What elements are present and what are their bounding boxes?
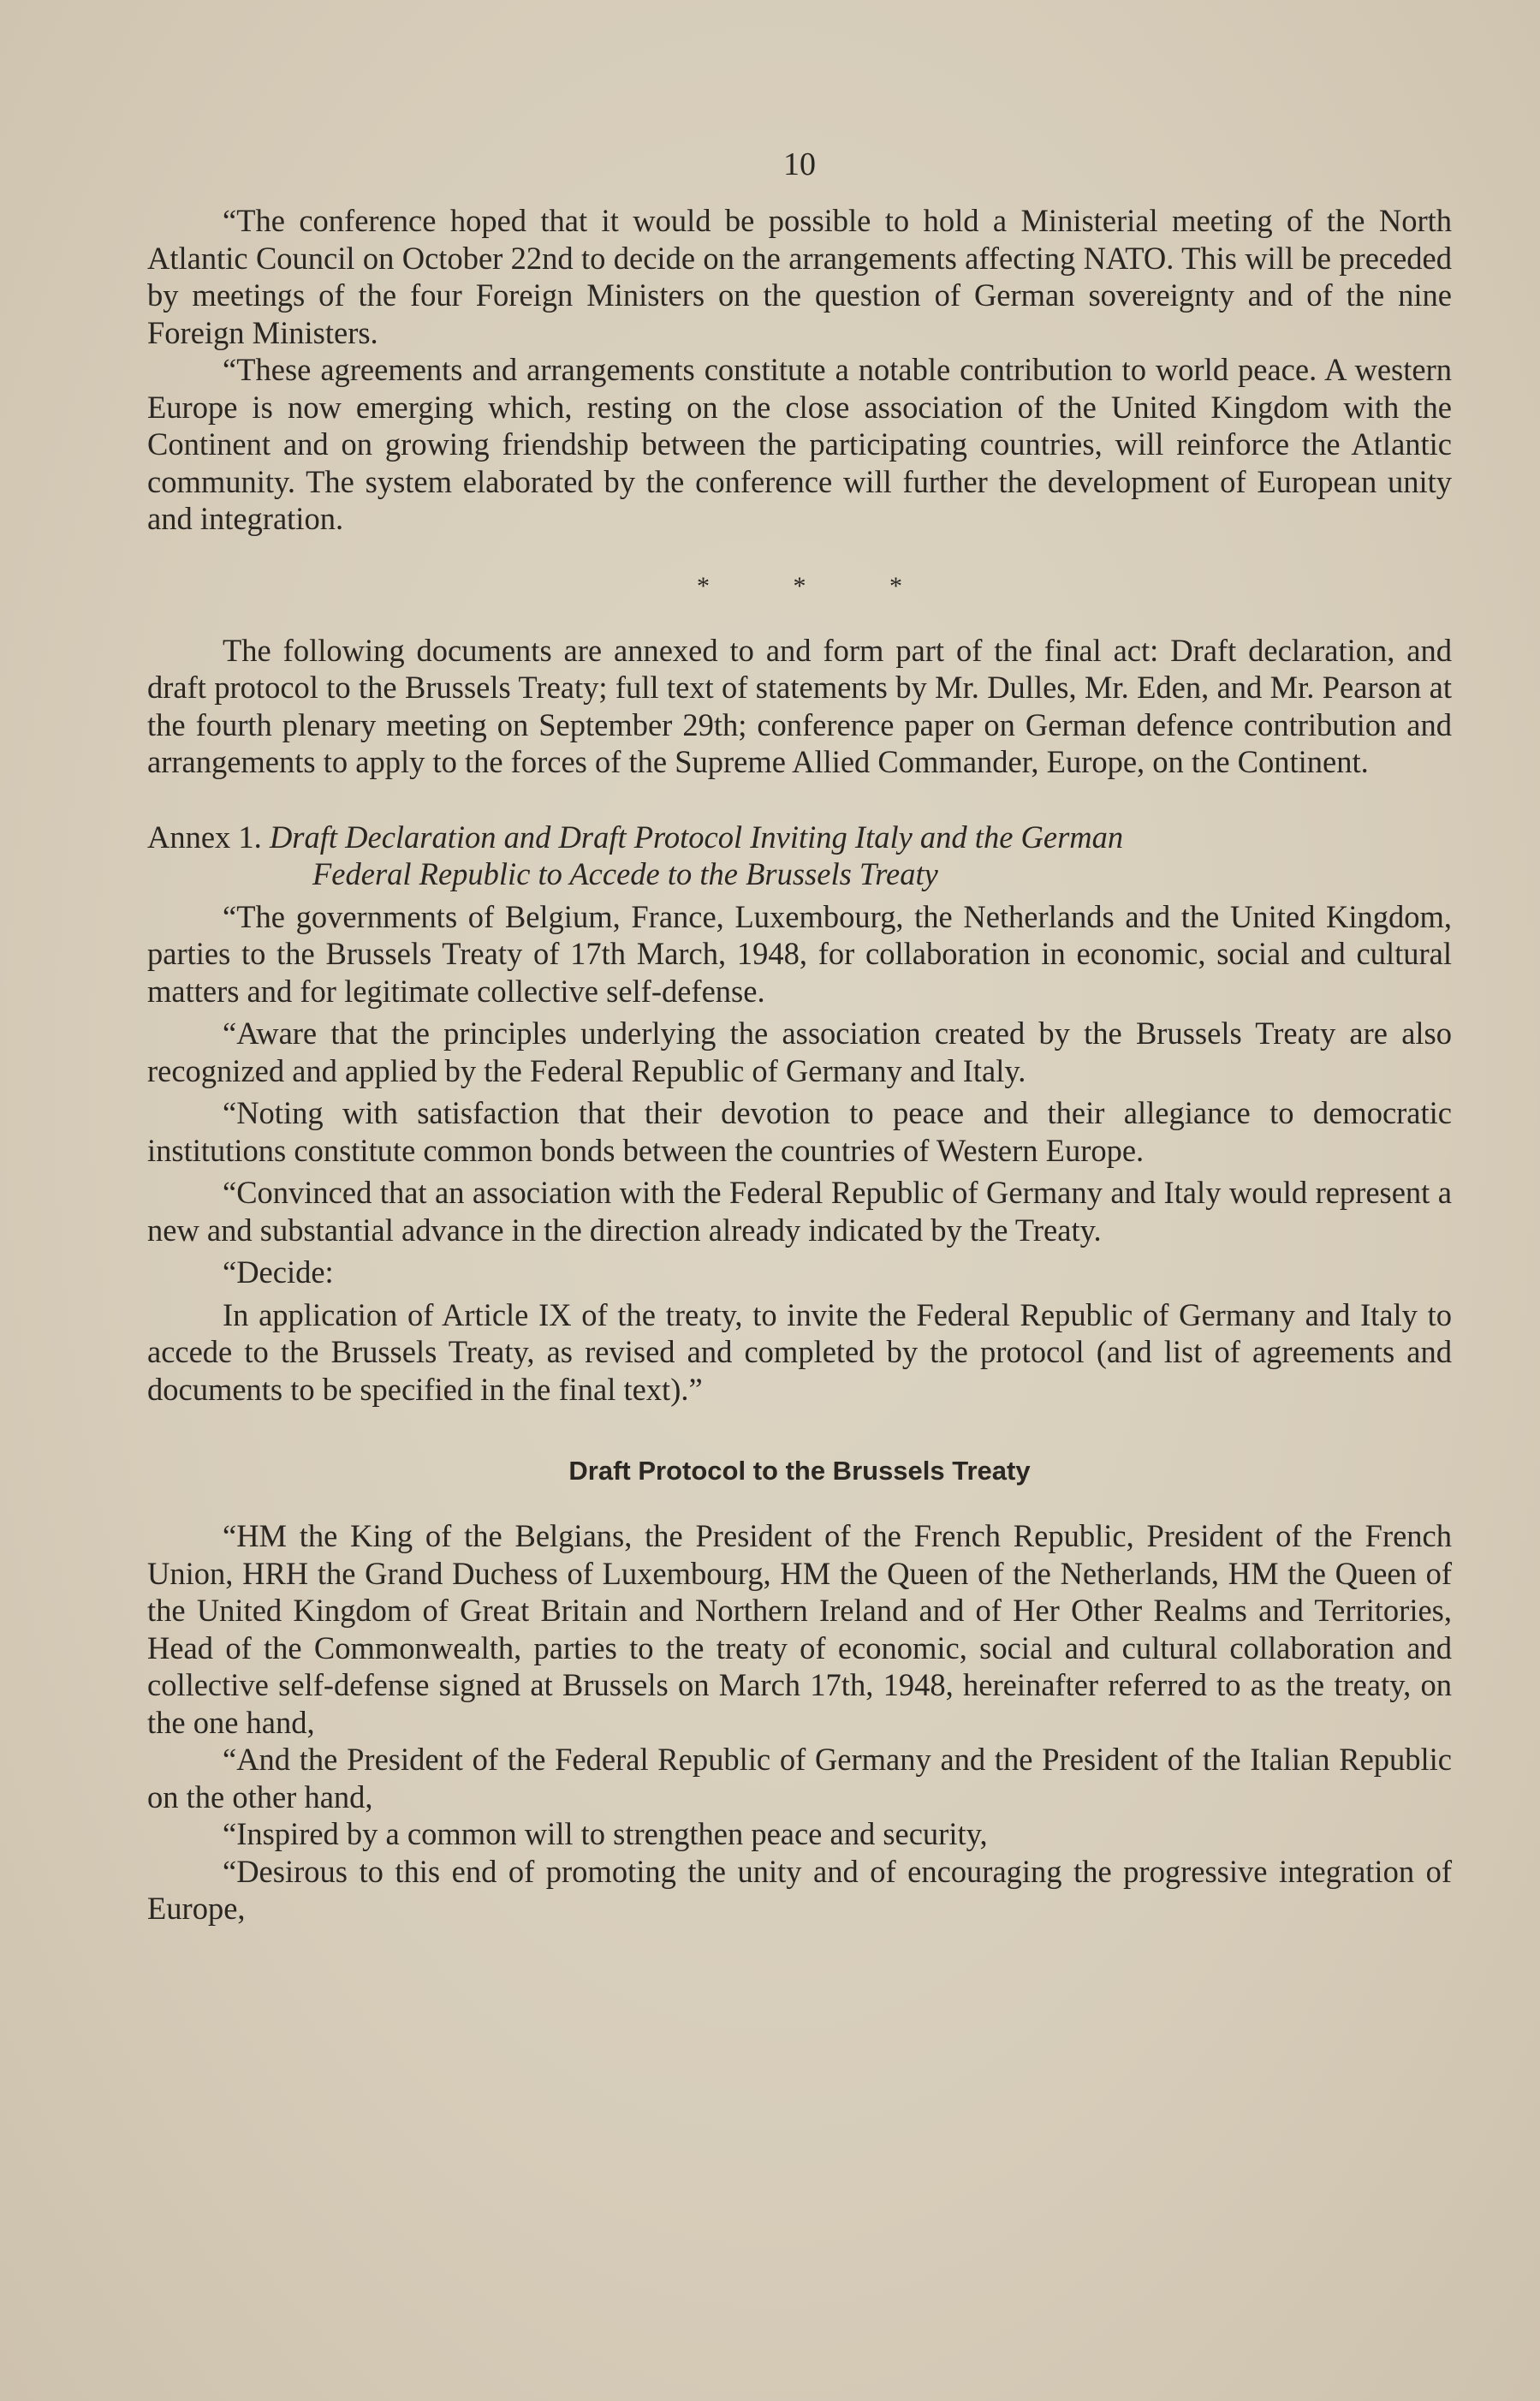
page-content — [147, 146, 1452, 1927]
paragraph-decide: “Decide: — [223, 1254, 334, 1290]
paragraph-conference: “The conference hoped that it would be possible to hold a Ministerial meeting of the North Atlantic Council on October 22nd to decide on the arrangements affecting NATO. This will be preceded by meetings of the four Foreign Ministers on the question of German sovereignty and of the nine Foreign Ministers. — [147, 203, 1452, 350]
paragraph-annexed-documents: The following documents are annexed to and form part of the final act: Draft declaration, and draft protocol to the Brussels Treaty; full text of statements by Mr. Dulles, Mr. Eden, and Mr. Pearson at the fourth plenary meeting on September 29th; conference paper on German defence contribution and arrangements to apply to the forces of the Supreme Allied Commander, Europe, on the Continent. — [147, 632, 1452, 779]
paragraph-aware: “Aware that the principles underlying the association created by the Brussels Treaty are also recognized and applied by the Federal Republic of Germany and Italy. — [147, 1016, 1452, 1088]
annex-title-line2: Federal Republic to Accede to the Brussels Treaty — [312, 856, 938, 891]
paragraph-inspired: “Inspired by a common will to strengthen peace and security, — [223, 1816, 988, 1851]
section-separator: * * * — [697, 571, 902, 600]
annex-title-line1: Draft Declaration and Draft Protocol Inviting Italy and the German — [269, 819, 1124, 855]
protocol-heading: Draft Protocol to the Brussels Treaty — [568, 1456, 1031, 1486]
paragraph-hm-king: “HM the King of the Belgians, the President of the French Republic, President of the French Union, HRH the Grand Duchess of Luxembourg, HM the Queen of the Netherlands, HM the Queen of the United Kingdom of Great Britain and Northern Ireland and of Her Other Realms and Territories, Head of the Commonwealth, parties to the treaty of economic, social and cultural collaboration and collective self-defense signed at Brussels on March 17th, 1948, hereinafter referred to as the treaty, on the one hand, — [147, 1518, 1452, 1740]
paragraph-agreements: “These agreements and arrangements constitute a notable contribution to world peace. A western Europe is now emerging which, resting on the close association of the United Kingdom with the Continent and on growing friendship between the participating countries, will reinforce the Atlantic community. The system elaborated by the conference will further the development of European unity and integration. — [147, 352, 1452, 536]
paragraph-convinced: “Convinced that an association with the Federal Republic of Germany and Italy would represent a new and substantial advance in the direction already indicated by the Treaty. — [147, 1175, 1452, 1248]
paragraph-governments: “The governments of Belgium, France, Luxembourg, the Netherlands and the United Kingdom, parties to the Brussels Treaty of 17th March, 1948, for collaboration in economic, social and cultural matters and for legitimate collective self-defense. — [147, 898, 1452, 1009]
annex-heading — [147, 819, 1452, 893]
paragraph-desirous: “Desirous to this end of promoting the unity and of encouraging the progressive integration of Europe, — [147, 1853, 1452, 1926]
page-number: 10 — [783, 146, 816, 182]
annex-label: Annex 1. — [147, 819, 262, 855]
paragraph-noting: “Noting with satisfaction that their devotion to peace and their allegiance to democratic institutions constitute common bonds between the countries of Western Europe. — [147, 1095, 1452, 1168]
paragraph-president: “And the President of the Federal Republic of Germany and the President of the Italian Republic on the other hand, — [147, 1742, 1452, 1814]
paragraph-application: In application of Article IX of the treaty, to invite the Federal Republic of Germany and Italy to accede to the Brussels Treaty, as revised and completed by the protocol (and list of agreements and documents to be specified in the final text).” — [147, 1296, 1452, 1407]
